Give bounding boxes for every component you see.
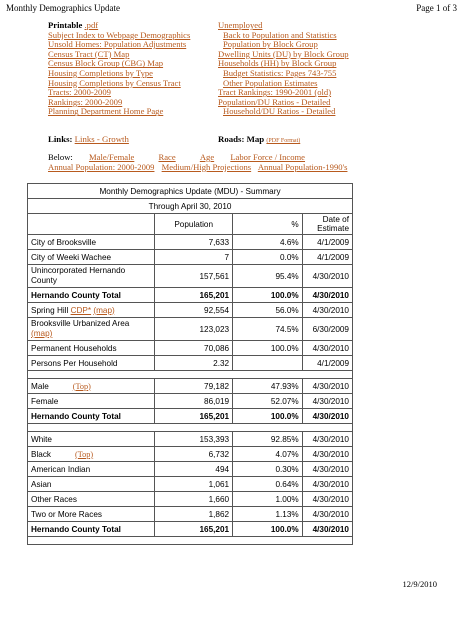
projections-link[interactable]: Medium/High Projections <box>161 161 252 172</box>
table-row: Unincorporated Hernando County 157,561 95.4% 4/30/2010 <box>28 265 353 288</box>
age-link[interactable]: Age <box>199 152 215 162</box>
spring-hill-map-link[interactable]: (map) <box>93 305 115 315</box>
table-row: Brooksville Urbanized Area (map) 123,023 74.5% 6/30/2009 <box>28 318 353 341</box>
below-nav <box>48 153 347 172</box>
summary-table <box>27 183 353 545</box>
document-title: Monthly Demographics Update <box>6 3 120 13</box>
annual-population-1990s-link[interactable]: Annual Population-1990's <box>257 161 348 172</box>
table-row: Black (Top) 6,732 4.07% 4/30/2010 <box>28 447 353 462</box>
planning-home-link[interactable]: Planning Department Home Page <box>48 106 164 117</box>
page-number: Page 1 of 3 <box>416 3 457 13</box>
roads-row <box>218 134 300 144</box>
table-row: City of Weeki Wachee 7 0.0% 4/1/2009 <box>28 250 353 265</box>
table-row-total: Hernando County Total 165,201 100.0% 4/30/2010 <box>28 409 353 424</box>
census-block-group-map-link[interactable]: Census Block Group (CBG) Map <box>48 58 164 69</box>
household-du-ratios-link[interactable]: Household/DU Ratios - Detailed <box>223 106 336 117</box>
male-female-link[interactable]: Male/Female <box>88 152 135 162</box>
labor-force-link[interactable]: Labor Force / Income <box>230 152 306 162</box>
print-date: 12/9/2010 <box>402 579 437 589</box>
table-row: Female 86,019 52.07% 4/30/2010 <box>28 394 353 409</box>
other-population-link[interactable]: Other Population Estimates <box>223 77 318 88</box>
table-row: Other Races 1,660 1.00% 4/30/2010 <box>28 492 353 507</box>
table-row: White 153,393 92.85% 4/30/2010 <box>28 432 353 447</box>
right-link-column <box>218 21 349 117</box>
dwelling-units-link[interactable]: Dwelling Units (DU) by Block Group <box>218 48 349 59</box>
table-row: Persons Per Household 2.32 4/1/2009 <box>28 356 353 371</box>
table-row: American Indian 494 0.30% 4/30/2010 <box>28 462 353 477</box>
spring-hill-cdp-link[interactable]: CDP* <box>70 305 92 315</box>
annual-population-link[interactable]: Annual Population: 2000-2009 <box>48 161 155 172</box>
tract-rankings-link[interactable]: Tract Rankings: 1990-2001 (old) <box>218 87 332 98</box>
rankings-link[interactable]: Rankings: 2000-2009 <box>48 96 123 107</box>
housing-completions-tract-link[interactable]: Housing Completions by Census Tract <box>48 77 181 88</box>
printable-label: Printable <box>48 20 83 30</box>
printable-pdf-link[interactable]: .pdf <box>84 20 99 30</box>
links-growth-link[interactable]: Links - Growth <box>74 134 129 144</box>
table-header-row <box>28 214 353 235</box>
table-row: Asian 1,061 0.64% 4/30/2010 <box>28 477 353 492</box>
table-row: Permanent Households 70,086 100.0% 4/30/2010 <box>28 341 353 356</box>
links-row <box>48 134 129 144</box>
table-row: City of Brooksville 7,633 4.6% 4/1/2009 <box>28 235 353 250</box>
table-row: Two or More Races 1,862 1.13% 4/30/2010 <box>28 507 353 522</box>
date-header: Date of Estimate <box>302 214 352 235</box>
subject-index-link[interactable]: Subject Index to Webpage Demographics <box>48 29 191 40</box>
links-label: Links: <box>48 134 73 144</box>
roads-label: Roads: Map <box>218 134 265 144</box>
population-block-group-link[interactable]: Population by Block Group <box>223 39 318 50</box>
back-to-population-link[interactable]: Back to Population and Statistics <box>223 29 337 40</box>
percent-header: % <box>233 214 303 235</box>
below-label: Below: <box>48 152 73 162</box>
budget-statistics-link[interactable]: Budget Statistics: Pages 743-755 <box>223 67 337 78</box>
households-link[interactable]: Households (HH) by Block Group <box>218 58 337 69</box>
population-header: Population <box>155 214 233 235</box>
table-row: Spring Hill CDP* (map) 92,554 56.0% 4/30/2010 <box>28 303 353 318</box>
urbanized-area-map-link[interactable]: (map) <box>31 329 53 338</box>
table-title: Monthly Demographics Update (MDU) - Summary <box>28 184 353 199</box>
census-tract-map-link[interactable]: Census Tract (CT) Map <box>48 48 130 59</box>
tracts-link[interactable]: Tracts: 2000-2009 <box>48 87 111 98</box>
table-row: Male (Top) 79,182 47.93% 4/30/2010 <box>28 379 353 394</box>
table-row-total: Hernando County Total 165,201 100.0% 4/30/2010 <box>28 522 353 537</box>
unemployed-link[interactable]: Unemployed <box>218 20 263 30</box>
roads-pdf-link[interactable]: (PDF Format) <box>266 138 301 144</box>
left-link-column <box>48 21 190 117</box>
housing-completions-type-link[interactable]: Housing Completions by Type <box>48 67 153 78</box>
black-top-link[interactable]: (Top) <box>75 449 94 459</box>
male-top-link[interactable]: (Top) <box>72 381 91 391</box>
population-du-ratios-link[interactable]: Population/DU Ratios - Detailed <box>218 96 331 107</box>
table-row-total: Hernando County Total 165,201 100.0% 4/30/2010 <box>28 288 353 303</box>
table-subtitle: Through April 30, 2010 <box>28 199 353 214</box>
race-link[interactable]: Race <box>158 152 176 162</box>
unsold-homes-link[interactable]: Unsold Homes: Population Adjustments <box>48 39 187 50</box>
